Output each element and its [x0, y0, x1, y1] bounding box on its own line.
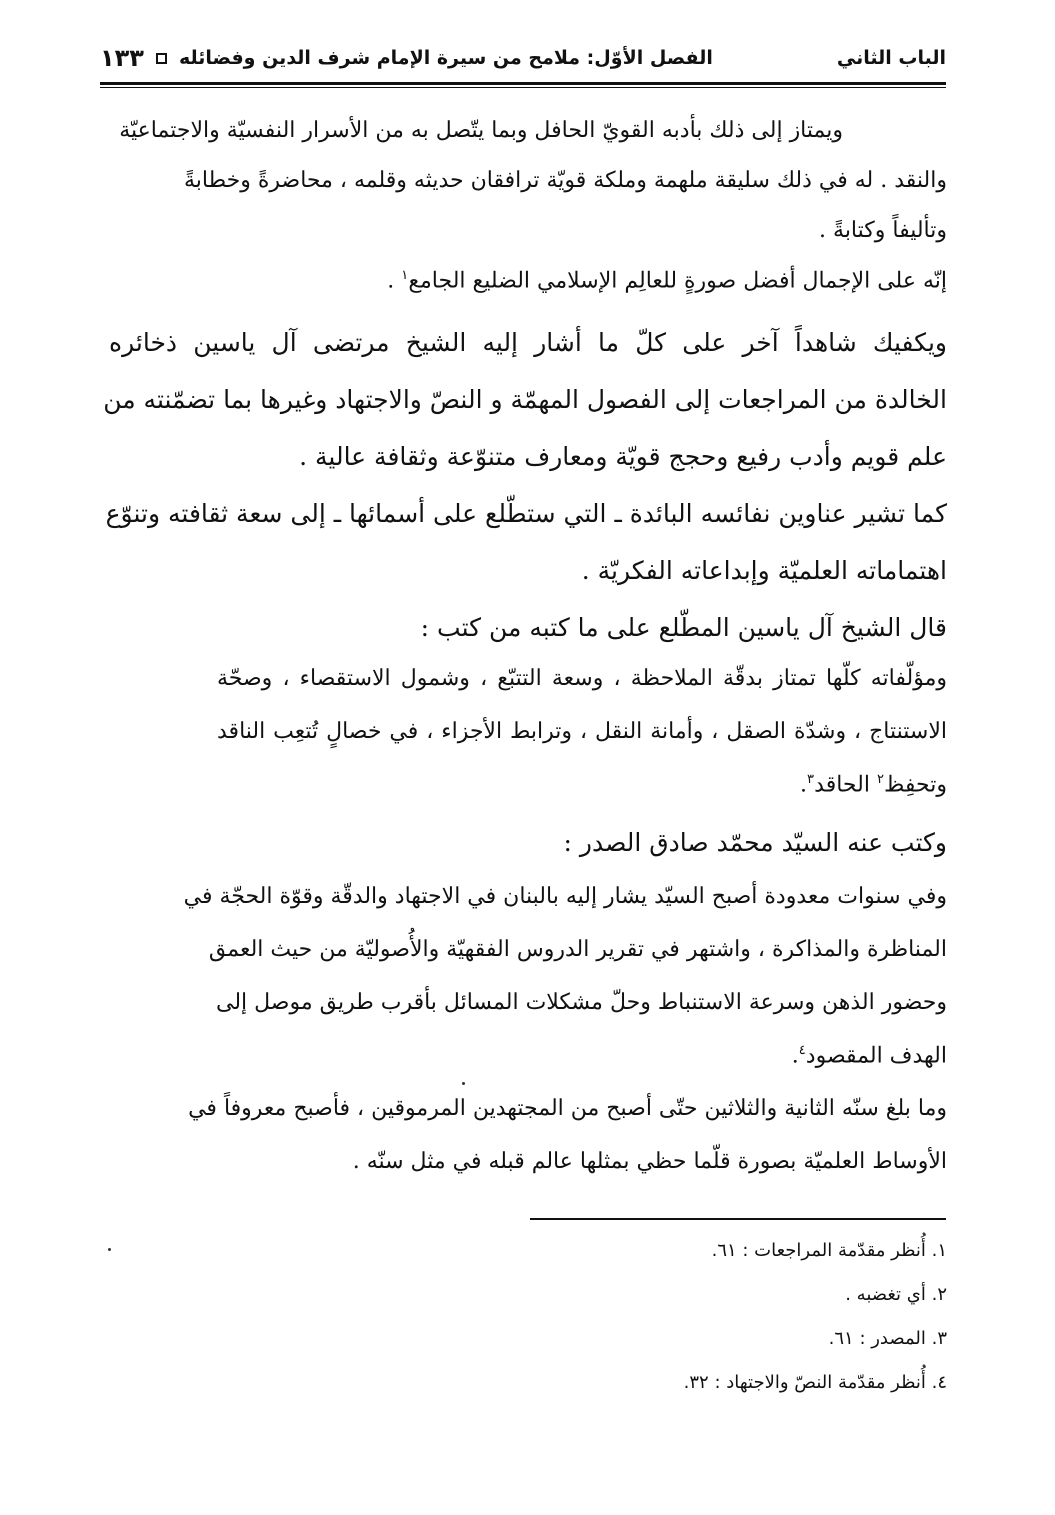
quote3-line-1: وفي سنوات معدودة أصبح السيّد يشار إليه بالبنان في الاجتهاد والدقّة وقوّة الحجّة في [183, 884, 947, 909]
footnote-4: ٤. أُنظر مقدّمة النصّ والاجتهاد : ٣٢. [683, 1372, 947, 1393]
quote3-line-6: الأوساط العلميّة بصورة قلّما حظي بمثلها عالم قبله في مثل سنّه . [352, 1149, 947, 1174]
footnote-ref-3: ٣ [807, 772, 815, 787]
quote3-line-5: وما بلغ سنّه الثانية والثلاثين حتّى أصبح من المجتهدين المرموقين ، فأصبح معروفاً في [188, 1096, 947, 1121]
para2-line-1: كما تشير عناوين نفائسه البائدة ـ التي ستطّلع على أسمائها ـ إلى سعة ثقافته وتنوّع [105, 499, 947, 528]
intro-line-2: وكتب عنه السيّد محمّد صادق الصدر : [563, 828, 947, 857]
header-chapter-title: الفصل الأوّل: ملامح من سيرة الإمام شرف الدين وفضائله [178, 47, 713, 69]
intro-line-1: قال الشيخ آل ياسين المطّلع على ما كتبه من كتب : [420, 613, 947, 642]
footnote-ref-2: ٢ [876, 772, 885, 787]
page-number: ١٣٣ [100, 44, 144, 72]
quote2-line-3-text-b: الحاقد [814, 772, 870, 798]
quote1-line-1: ويمتاز إلى ذلك بأدبه القويّ الحافل وبما يتّصل به من الأسرار النفسيّة والاجتماعيّة [119, 118, 843, 143]
footnote-1: ١. أُنظر مقدّمة المراجعات : ٦١. [711, 1240, 947, 1261]
footnote-ref-1: ١ [401, 268, 409, 283]
speck [108, 1248, 111, 1251]
para1-line-2: الخالدة من المراجعات إلى الفصول المهمّة و النصّ والاجتهاد وغيرها بما تضمّنته من [103, 385, 947, 414]
header-chapter [100, 44, 713, 72]
square-ornament-icon [156, 53, 167, 64]
footnote-ref-4: ٤ [798, 1043, 806, 1058]
quote3-line-2: المناظرة والمذاكرة ، واشتهر في تقرير الدروس الفقهيّة والأُصوليّة من حيث العمق [208, 937, 947, 962]
quote1-line-2: والنقد . له في ذلك سليقة ملهمة وملكة قويّة ترافقان حديثه وقلمه ، محاضرةً وخطابةً [183, 168, 947, 193]
quote1-line-4: إنّه على الإجمال أفضل صورةٍ للعالِم الإسلامي الضليع الجامع$^١$ . [387, 268, 947, 294]
para2-line-2: اهتماماته العلميّة وإبداعاته الفكريّة . [581, 556, 947, 585]
quote1-line-3: وتأليفاً وكتابةً . [819, 218, 947, 243]
quote2-line-3: وتحفِظ$^٢$ الحاقد$^٣$. [800, 772, 947, 798]
speck [462, 1082, 465, 1085]
header-part-title: الباب الثاني [836, 47, 946, 69]
footnote-2: ٢. أي تغضبه . [845, 1284, 947, 1305]
quote1-line-4-text: إنّه على الإجمال أفضل صورةٍ للعالِم الإسلامي الضليع الجامع [408, 268, 947, 294]
header-rule [100, 82, 946, 85]
para1-line-3: علم قويم وأدب رفيع وحجج قويّة ومعارف متنوّعة وثقافة عالية . [299, 442, 947, 471]
running-header [100, 38, 946, 78]
quote3-line-3: وحضور الذهن وسرعة الاستنباط وحلّ مشكلات المسائل بأقرب طريق موصل إلى [216, 990, 947, 1015]
para1-line-1: ويكفيك شاهداً آخر على كلّ ما أشار إليه الشيخ مرتضى آل ياسين ذخائره [109, 328, 947, 357]
footnote-3: ٣. المصدر : ٦١. [828, 1328, 947, 1349]
header-rule-thin [100, 87, 946, 88]
quote3-line-4-text: الهدف المقصود [805, 1043, 947, 1069]
quote2-line-1: ومؤلّفاته كلّها تمتاز بدقّة الملاحظة ، وسعة التتبّع ، وشمول الاستقصاء ، وصحّة [217, 666, 947, 691]
quote3-line-4: الهدف المقصود$^٤$. [791, 1043, 947, 1069]
quote2-line-3-text-a: وتحفِظ [884, 772, 947, 798]
footnote-rule [530, 1218, 946, 1220]
quote2-line-2: الاستنتاج ، وشدّة الصقل ، وأمانة النقل ، وترابط الأجزاء ، في خصالٍ تُتعِب الناقد [217, 719, 947, 744]
